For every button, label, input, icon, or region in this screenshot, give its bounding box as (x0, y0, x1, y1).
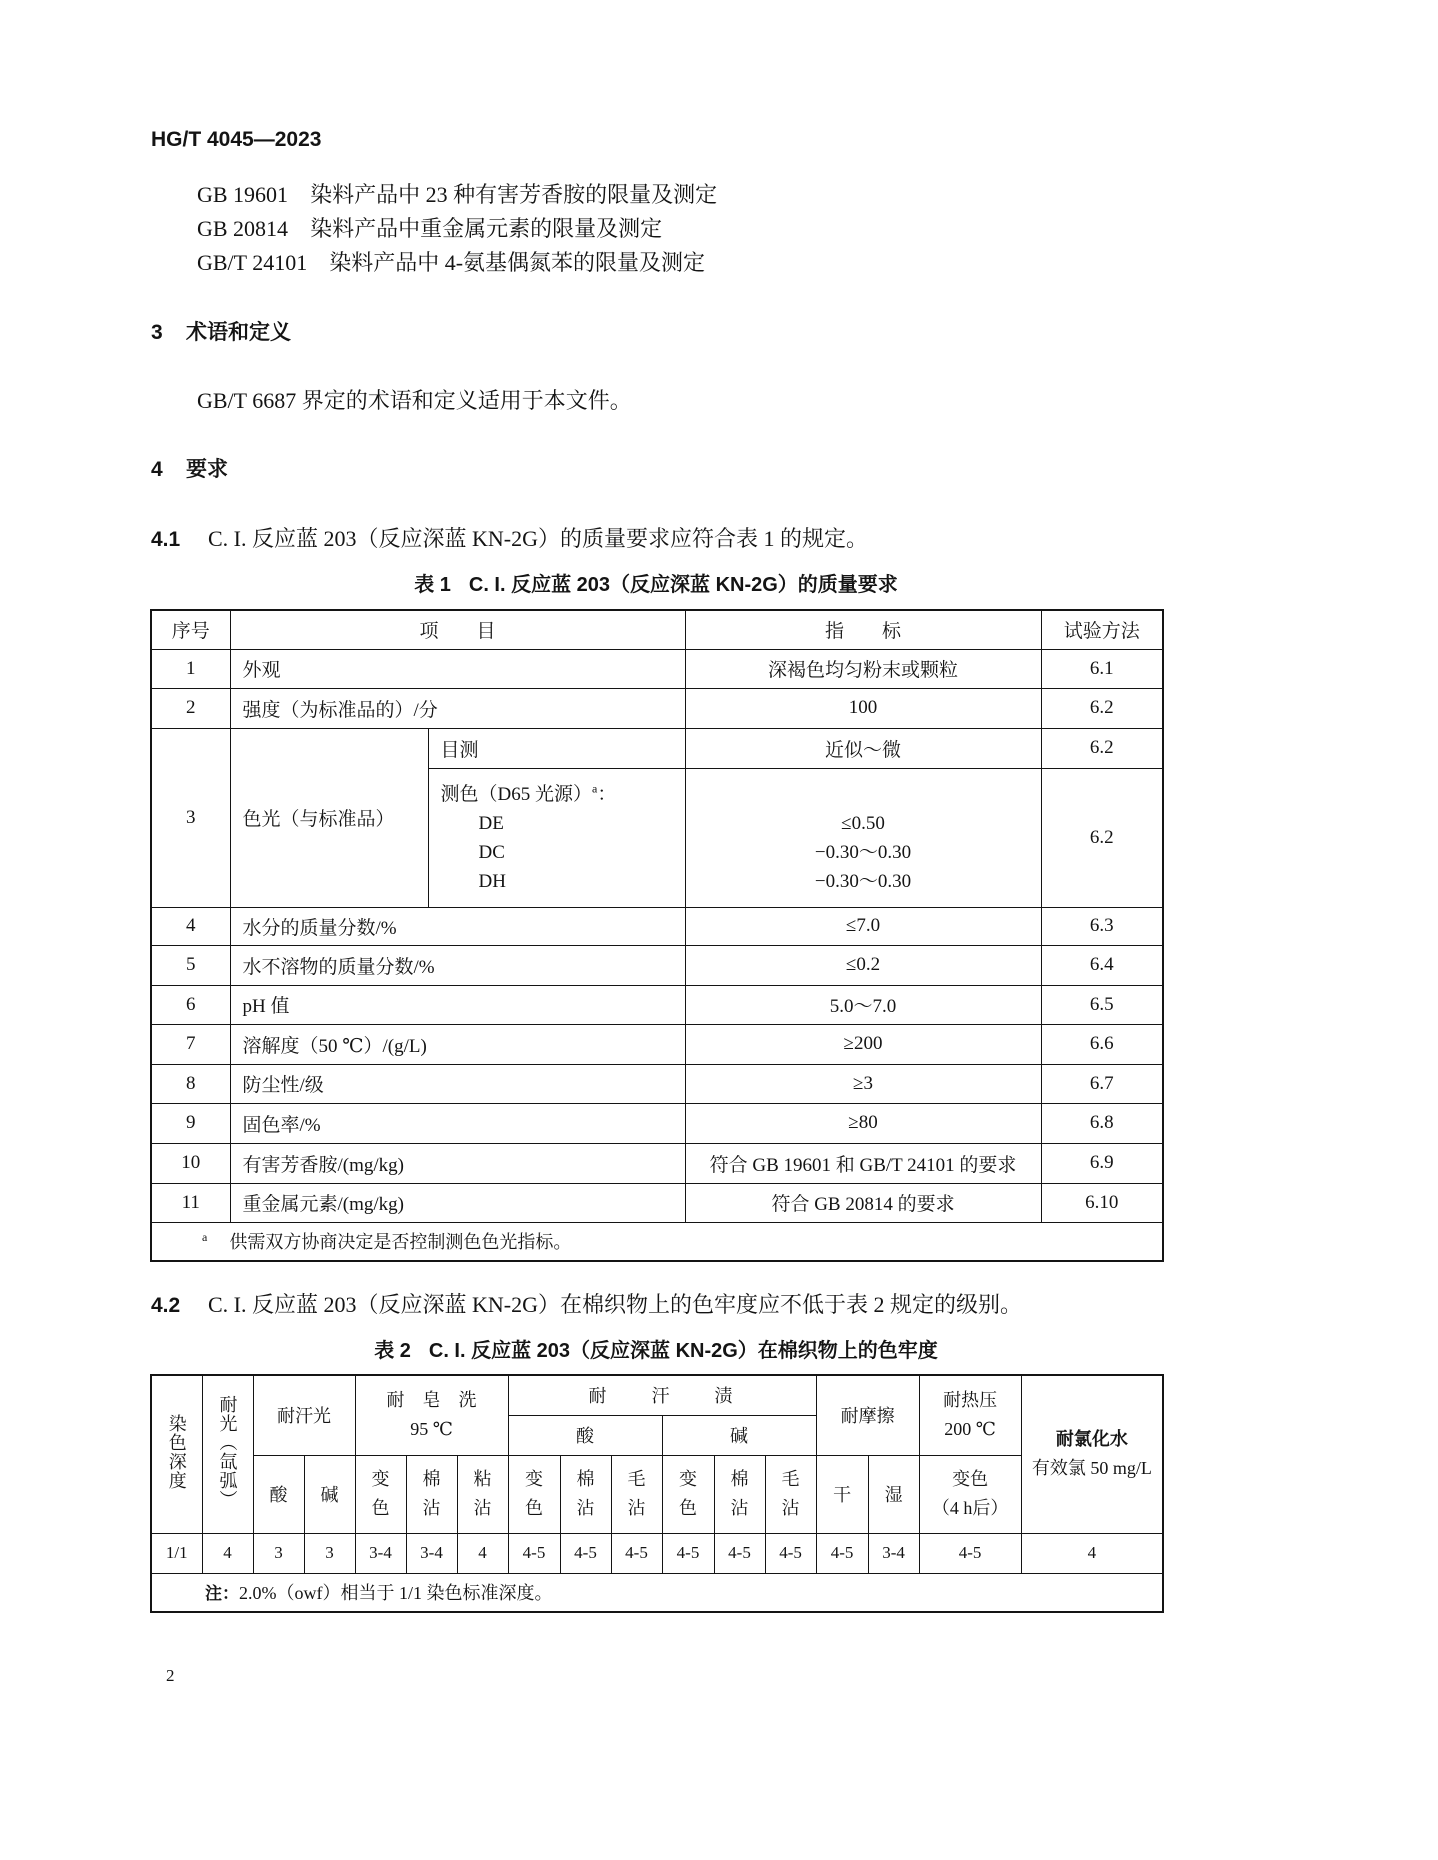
cell-indicator: 5.0～7.0 (685, 985, 1041, 1024)
section-heading-requirements (151, 455, 228, 485)
header-dyeing-depth (151, 1375, 202, 1533)
header-condition: 有效氯 50 mg/L (1031, 1458, 1152, 1479)
cell-method: 6.7 (1041, 1064, 1163, 1103)
footnote-mark: a (591, 781, 598, 796)
header-sub: 干 (816, 1455, 868, 1533)
header-condition: 200 ℃ (944, 1419, 996, 1440)
header-condition: 95 ℃ (410, 1419, 453, 1440)
sub-item-colon: ： (597, 783, 617, 805)
table-caption (150, 1336, 1162, 1366)
table-title: C. I. 反应蓝 203（反应深蓝 KN-2G）在棉织物上的色牢度 (428, 1340, 938, 1362)
cell-item: 重金属元素/(mg/kg) (230, 1183, 685, 1222)
table-row (151, 907, 1163, 945)
indicator-value: ≤0.50 (841, 812, 885, 834)
table-cell: 4-5 (611, 1533, 662, 1573)
reference-title: 染料产品中 4-氨基偶氮苯的限量及测定 (329, 250, 706, 275)
note-label: 注： (205, 1584, 239, 1604)
header-indicator: 指 标 (685, 610, 1041, 649)
header-text: 耐 皂 洗 (386, 1390, 477, 1411)
cell-sub-item: 目测 (428, 728, 685, 768)
cell-method: 6.10 (1041, 1183, 1163, 1222)
parameter: DE (478, 812, 504, 834)
header-perspiration: 耐 汗 渍 (508, 1375, 816, 1415)
reference-code: GB/T 24101 (197, 250, 308, 275)
header-text: 变色 (371, 1469, 390, 1518)
standard-code: HG/T 4045—2023 (151, 128, 322, 151)
table-note-row (151, 1573, 1163, 1612)
parameter: DH (478, 870, 506, 892)
cell-item: pH 值 (230, 985, 685, 1024)
header-text: 变色 (679, 1469, 698, 1518)
header-sub (508, 1455, 560, 1533)
header-sub: 碱 (304, 1455, 355, 1533)
table-cell: 3-4 (406, 1533, 457, 1573)
cell-no: 2 (151, 688, 230, 728)
table-row (151, 649, 1163, 688)
table-row (151, 1183, 1163, 1222)
header-sub (355, 1455, 406, 1533)
table-cell: 4-5 (560, 1533, 611, 1573)
cell-no: 4 (151, 907, 230, 945)
cell-method: 6.4 (1041, 945, 1163, 985)
header-sub (662, 1455, 714, 1533)
reference-item (197, 212, 717, 246)
cell-indicator (685, 768, 1041, 907)
header-sub: 酸 (253, 1455, 304, 1533)
reference-title: 染料产品中重金属元素的限量及测定 (310, 216, 663, 241)
header-perspiration-alkali: 碱 (662, 1415, 816, 1455)
table-row (151, 728, 1163, 768)
table-cell: 4-5 (765, 1533, 816, 1573)
cell-no: 3 (151, 728, 230, 907)
cell-indicator: 符合 GB 20814 的要求 (685, 1183, 1041, 1222)
cell-indicator: ≤0.2 (685, 945, 1041, 985)
cell-item: 有害芳香胺/(mg/kg) (230, 1143, 685, 1183)
clause-number: 4.1 (151, 528, 181, 551)
header-sub (714, 1455, 765, 1533)
cell-item: 外观 (230, 649, 685, 688)
table-cell: 3 (304, 1533, 355, 1573)
clause-4-2 (151, 1290, 1022, 1321)
indicator-value: −0.30～0.30 (814, 841, 912, 863)
header-method: 试验方法 (1041, 610, 1163, 649)
cell-indicator: 深褐色均匀粉末或颗粒 (685, 649, 1041, 688)
header-sub (611, 1455, 662, 1533)
header-text: 耐光（氙弧） (217, 1394, 238, 1509)
reference-item (197, 178, 717, 212)
cell-item: 固色率/% (230, 1103, 685, 1143)
section-title: 要求 (186, 458, 228, 481)
cell-indicator: 符合 GB 19601 和 GB/T 24101 的要求 (685, 1143, 1041, 1183)
header-sub: 湿 (868, 1455, 919, 1533)
table-cell: 4-5 (508, 1533, 560, 1573)
table-header-row (151, 610, 1163, 649)
header-text: 耐氯化水 (1055, 1429, 1128, 1450)
cell-item: 强度（为标准品的）/分 (230, 688, 685, 728)
page-number: 2 (166, 1666, 175, 1685)
section-body: GB/T 6687 界定的术语和定义适用于本文件。 (197, 388, 632, 413)
section-title: 术语和定义 (186, 321, 291, 344)
cell-method: 6.2 (1041, 768, 1163, 907)
cell-method: 6.5 (1041, 985, 1163, 1024)
cell-method: 6.6 (1041, 1024, 1163, 1064)
sub-item-label (441, 780, 685, 809)
table-cell: 3-4 (355, 1533, 406, 1573)
table-label: 表 2 (374, 1340, 411, 1362)
header-sub (919, 1455, 1021, 1533)
header-text: 毛沾 (627, 1469, 646, 1518)
clause-text: C. I. 反应蓝 203（反应深蓝 KN-2G）的质量要求应符合表 1 的规定。 (208, 526, 868, 551)
cell-indicator: ≤7.0 (685, 907, 1041, 945)
cell-no: 7 (151, 1024, 230, 1064)
table-cell: 4 (202, 1533, 253, 1573)
reference-list (197, 178, 717, 280)
cell-item: 色光（与标准品） (230, 728, 428, 907)
section-heading-terms (151, 318, 291, 348)
table-cell: 4-5 (816, 1533, 868, 1573)
reference-code: GB 20814 (197, 216, 289, 241)
cell-no: 6 (151, 985, 230, 1024)
table-row (151, 985, 1163, 1024)
table-cell: 4 (457, 1533, 508, 1573)
header-text: 棉沾 (730, 1469, 749, 1518)
cell-method: 6.1 (1041, 649, 1163, 688)
header-text: 粘沾 (473, 1469, 492, 1518)
header-item: 项 目 (230, 610, 685, 649)
header-text: 棉沾 (576, 1469, 595, 1518)
table-title: C. I. 反应蓝 203（反应深蓝 KN-2G）的质量要求 (468, 574, 898, 596)
table-row (151, 945, 1163, 985)
header-chlorinated-water (1021, 1375, 1163, 1533)
clause-4-1 (151, 524, 868, 555)
header-sub (406, 1455, 457, 1533)
header-text: 耐热压 (943, 1390, 998, 1411)
header-text: 染色深度 (166, 1413, 187, 1490)
table-cell: 3-4 (868, 1533, 919, 1573)
header-soaping (355, 1375, 508, 1455)
cell-indicator: ≥3 (685, 1064, 1041, 1103)
reference-code: GB 19601 (197, 182, 289, 207)
table-caption (150, 570, 1162, 600)
header-text: 变色 (525, 1469, 544, 1518)
table-row (151, 1533, 1163, 1573)
cell-no: 1 (151, 649, 230, 688)
header-sub (457, 1455, 508, 1533)
cell-no: 11 (151, 1183, 230, 1222)
header-text: 棉沾 (422, 1469, 441, 1518)
cell-item: 溶解度（50 ℃）/(g/L) (230, 1024, 685, 1064)
clause-text: C. I. 反应蓝 203（反应深蓝 KN-2G）在棉织物上的色牢度应不低于表 2 规定的级别。 (208, 1292, 1022, 1317)
table-footnote (151, 1222, 1163, 1261)
table-row (151, 1103, 1163, 1143)
cell-no: 10 (151, 1143, 230, 1183)
table-header-row (151, 1455, 1163, 1533)
header-text: 毛沾 (781, 1469, 800, 1518)
cell-item: 防尘性/级 (230, 1064, 685, 1103)
table-cell: 3 (253, 1533, 304, 1573)
table-footnote-row (151, 1222, 1163, 1261)
header-text: 变色 (952, 1469, 989, 1489)
table-label: 表 1 (414, 574, 451, 596)
footnote-mark: a (202, 1230, 208, 1245)
note-text: 2.0%（owf）相当于 1/1 染色标准深度。 (239, 1583, 553, 1604)
cell-indicator: 100 (685, 688, 1041, 728)
clause-number: 4.2 (151, 1294, 181, 1317)
header-perspiration-light: 耐汗光 (253, 1375, 355, 1455)
cell-method: 6.2 (1041, 688, 1163, 728)
cell-indicator: ≥80 (685, 1103, 1041, 1143)
table-cell: 4-5 (714, 1533, 765, 1573)
table-row (151, 1024, 1163, 1064)
parameter: DC (478, 841, 505, 863)
cell-method: 6.2 (1041, 728, 1163, 768)
sub-item-text: 测色（D65 光源） (440, 783, 592, 805)
header-condition: （4 h后） (931, 1498, 1009, 1518)
reference-title: 染料产品中 23 种有害芳香胺的限量及测定 (310, 182, 718, 207)
table-cell: 4-5 (919, 1533, 1021, 1573)
table-header-row (151, 1375, 1163, 1415)
table-cell: 4-5 (662, 1533, 714, 1573)
cell-indicator: ≥200 (685, 1024, 1041, 1064)
indicator-value: −0.30～0.30 (814, 870, 912, 892)
footnote-text: 供需双方协商决定是否控制测色色光指标。 (229, 1232, 572, 1253)
color-fastness-table (150, 1374, 1164, 1613)
cell-indicator: 近似～微 (685, 728, 1041, 768)
cell-no: 9 (151, 1103, 230, 1143)
section-number: 3 (151, 321, 163, 344)
table-row (151, 688, 1163, 728)
header-hot-pressing (919, 1375, 1021, 1455)
cell-method: 6.8 (1041, 1103, 1163, 1143)
table-row (151, 1064, 1163, 1103)
cell-item: 水分的质量分数/% (230, 907, 685, 945)
header-perspiration-acid: 酸 (508, 1415, 662, 1455)
cell-no: 8 (151, 1064, 230, 1103)
quality-requirements-table (150, 609, 1164, 1262)
header-sub (765, 1455, 816, 1533)
cell-item: 水不溶物的质量分数/% (230, 945, 685, 985)
table-note (151, 1573, 1163, 1612)
header-rubbing: 耐摩擦 (816, 1375, 919, 1455)
cell-sub-item (428, 768, 685, 907)
header-light-fastness (202, 1375, 253, 1533)
header-no: 序号 (151, 610, 230, 649)
table-cell: 4 (1021, 1533, 1163, 1573)
table-row (151, 1143, 1163, 1183)
cell-no: 5 (151, 945, 230, 985)
cell-method: 6.3 (1041, 907, 1163, 945)
header-sub (560, 1455, 611, 1533)
table-cell: 1/1 (151, 1533, 202, 1573)
cell-method: 6.9 (1041, 1143, 1163, 1183)
reference-item (197, 246, 717, 280)
section-number: 4 (151, 458, 163, 481)
